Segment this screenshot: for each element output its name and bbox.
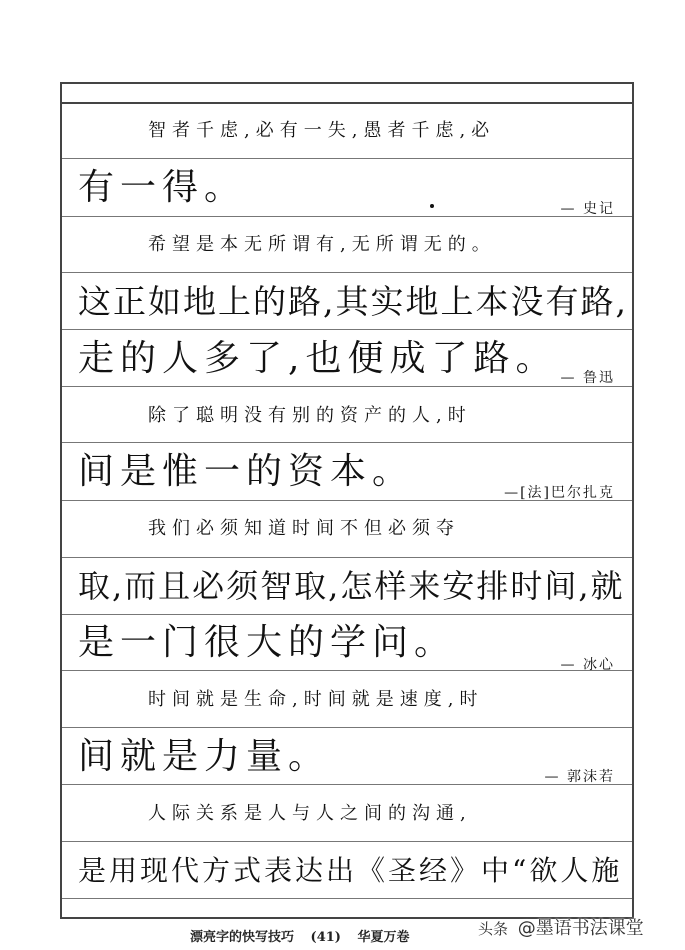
text-line-6: 除了聪明没有别的资产的人,时 <box>148 405 472 426</box>
source-shiji: — 史记 <box>560 201 615 217</box>
text-line-7: 间是惟一的资本。 <box>78 451 415 492</box>
account-label: @墨语书法课堂 <box>517 918 644 939</box>
watermark <box>478 914 678 944</box>
source-balzac: —[法]巴尔扎克 <box>504 485 615 501</box>
text-line-2: 有一得。 <box>78 167 247 208</box>
text-line-4: 这正如地上的路,其实地上本没有路, <box>78 282 628 321</box>
book-title: 漂亮字的快写技巧 <box>190 930 295 945</box>
source-guomoruo: — 郭沫若 <box>544 769 615 785</box>
page-footer <box>190 926 480 946</box>
text-line-9: 取,而且必须智取,怎样来安排时间,就 <box>78 567 625 605</box>
platform-label: 头条 <box>478 920 509 938</box>
source-luxun: — 鲁迅 <box>560 370 615 386</box>
text-line-1: 智者千虑,必有一失,愚者千虑,必 <box>148 120 496 141</box>
text-line-12: 间就是力量。 <box>78 736 331 777</box>
text-line-10: 是一门很大的学问。 <box>78 622 457 663</box>
text-line-14: 是用现代方式表达出《圣经》中“欲人施 <box>78 854 623 887</box>
page-number: (41) <box>310 930 341 945</box>
source-bingxin: — 冰心 <box>560 657 615 673</box>
text-line-13: 人际关系是人与人之间的沟通, <box>148 803 472 824</box>
text-line-8: 我们必须知道时间不但必须夺 <box>148 518 460 539</box>
publisher: 华夏万卷 <box>357 930 410 945</box>
text-line-5: 走的人多了,也便成了路。 <box>78 338 558 379</box>
text-line-11: 时间就是生命,时间就是速度,时 <box>148 689 484 710</box>
text-line-3: 希望是本无所谓有,无所谓无的。 <box>148 234 496 255</box>
